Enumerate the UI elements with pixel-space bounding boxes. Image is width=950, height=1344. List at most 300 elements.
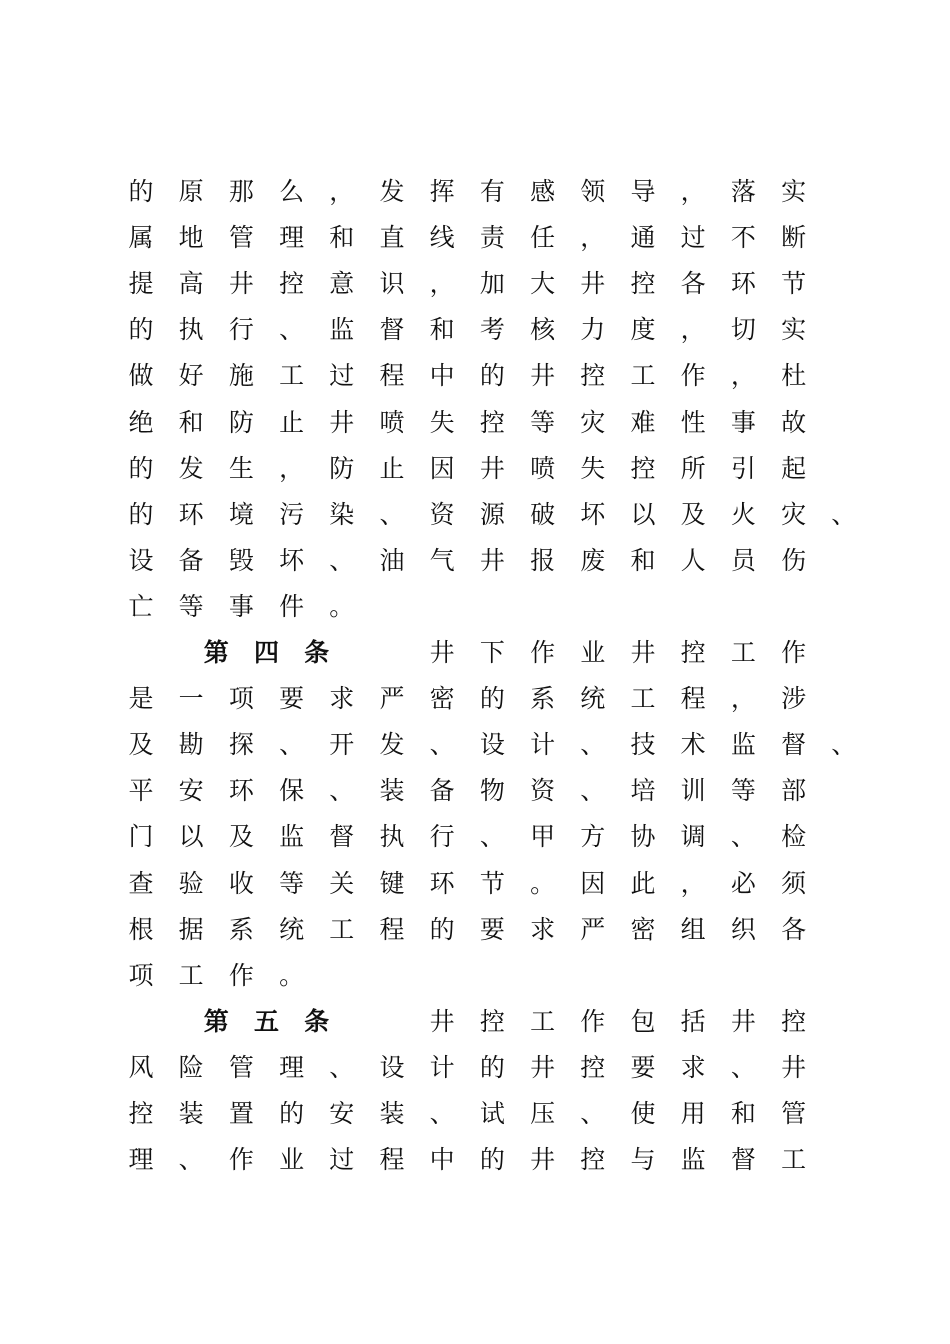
text-char: 各 xyxy=(781,914,807,944)
text-char: 、 xyxy=(329,776,355,806)
text-char: 和 xyxy=(730,1099,756,1128)
text-char: 气 xyxy=(429,545,455,575)
text-char: 统 xyxy=(580,684,606,714)
text-char: 工 xyxy=(730,638,756,667)
text-char: 压 xyxy=(530,1099,556,1128)
text-char: 试 xyxy=(479,1099,505,1128)
text-char: 的 xyxy=(279,1099,305,1128)
text-char: 控 xyxy=(479,407,505,437)
text-char: 督 xyxy=(730,1145,756,1175)
text-char: 业 xyxy=(279,1145,305,1175)
text-char: 作 xyxy=(580,1006,606,1036)
text-char: 井 xyxy=(630,638,656,667)
text-char: 井 xyxy=(530,1145,556,1175)
text-char: 管 xyxy=(228,1052,254,1082)
text-char: 工 xyxy=(781,1145,807,1175)
text-char: 织 xyxy=(730,914,756,944)
text-char: 开 xyxy=(329,730,355,760)
text-char: 境 xyxy=(228,499,254,529)
text-char: 严 xyxy=(580,914,606,944)
text-char: ， xyxy=(680,315,706,345)
text-char: 保 xyxy=(279,776,305,806)
text-char: 工 xyxy=(178,960,204,990)
text-char: 验 xyxy=(178,868,204,898)
text-char: ， xyxy=(429,269,455,299)
text-char: 是 xyxy=(128,684,154,714)
text-char: 故 xyxy=(781,407,807,437)
text-char: 报 xyxy=(530,545,556,575)
text-char: 程 xyxy=(379,914,405,944)
text-char: 控 xyxy=(279,269,305,299)
text-char: 因 xyxy=(580,868,606,898)
text-char: 灾 xyxy=(580,407,606,437)
text-char: 、 xyxy=(580,730,606,760)
text-char: 管 xyxy=(781,1099,807,1128)
text-char: 。 xyxy=(329,591,355,621)
text-char: 监 xyxy=(730,730,756,760)
text-char: 线 xyxy=(429,223,455,253)
text-char: 设 xyxy=(479,730,505,760)
text-char: 的 xyxy=(479,1052,505,1082)
text-line xyxy=(0,310,950,350)
text-char: 控 xyxy=(580,1052,606,1082)
text-char: 井 xyxy=(530,361,556,391)
text-char: 止 xyxy=(279,407,305,437)
text-char: 废 xyxy=(580,545,606,575)
text-char: 地 xyxy=(178,223,204,253)
text-char: 关 xyxy=(329,868,355,898)
text-char: 下 xyxy=(479,638,505,667)
text-char: ， xyxy=(329,177,355,206)
text-char: 求 xyxy=(680,1052,706,1082)
text-char: 必 xyxy=(730,868,756,898)
text-char: 毁 xyxy=(228,545,254,575)
article-number-char: 第 xyxy=(203,1006,229,1036)
text-char: 查 xyxy=(128,868,154,898)
text-char: 任 xyxy=(530,223,556,253)
text-char: 领 xyxy=(580,177,606,206)
text-char: 的 xyxy=(128,453,154,483)
text-char: 控 xyxy=(630,269,656,299)
text-char: 、 xyxy=(831,730,857,760)
article-number-char: 第 xyxy=(203,638,229,667)
text-char: 计 xyxy=(530,730,556,760)
text-char: 项 xyxy=(128,960,154,990)
text-char: 部 xyxy=(781,776,807,806)
text-char: 勘 xyxy=(178,730,204,760)
text-char: 平 xyxy=(128,776,154,806)
text-char: 过 xyxy=(329,1145,355,1175)
text-char: 性 xyxy=(680,407,706,437)
text-char: 要 xyxy=(279,684,305,714)
text-char: 火 xyxy=(730,499,756,529)
text-char: 甲 xyxy=(530,822,556,852)
text-char: 行 xyxy=(228,315,254,345)
text-char: 井 xyxy=(228,269,254,299)
text-char: 环 xyxy=(178,499,204,529)
text-line xyxy=(0,172,950,212)
text-char: 染 xyxy=(329,499,355,529)
text-char: 做 xyxy=(128,361,154,391)
text-char: 员 xyxy=(730,545,756,575)
text-char: 防 xyxy=(329,453,355,483)
text-line xyxy=(0,449,950,489)
text-char: 装 xyxy=(178,1099,204,1128)
text-char: 险 xyxy=(178,1052,204,1082)
text-char: 收 xyxy=(228,868,254,898)
text-char: 好 xyxy=(178,361,204,391)
text-char: 中 xyxy=(429,1145,455,1175)
text-char: 设 xyxy=(128,545,154,575)
text-char: 引 xyxy=(730,453,756,483)
text-char: 发 xyxy=(178,453,204,483)
text-char: 、 xyxy=(479,822,505,852)
text-char: 系 xyxy=(228,914,254,944)
text-char: 安 xyxy=(329,1099,355,1128)
text-char: 程 xyxy=(379,361,405,391)
text-char: 督 xyxy=(781,730,807,760)
text-char: 事 xyxy=(228,591,254,621)
text-char: 求 xyxy=(530,914,556,944)
text-char: 与 xyxy=(630,1145,656,1175)
text-char: 喷 xyxy=(379,407,405,437)
text-char: 要 xyxy=(630,1052,656,1082)
text-char: 节 xyxy=(479,868,505,898)
text-char: 的 xyxy=(479,1145,505,1175)
text-char: 理 xyxy=(279,223,305,253)
text-char: 落 xyxy=(730,177,756,206)
text-char: 油 xyxy=(379,545,405,575)
article-number-char: 条 xyxy=(304,1006,330,1036)
text-char: 直 xyxy=(379,223,405,253)
text-char: 控 xyxy=(680,638,706,667)
text-char: 、 xyxy=(178,1145,204,1175)
text-char: 、 xyxy=(429,1099,455,1128)
text-char: 井 xyxy=(781,1052,807,1082)
text-char: 执 xyxy=(178,315,204,345)
text-char: 因 xyxy=(429,453,455,483)
text-char: 密 xyxy=(429,684,455,714)
text-char: 控 xyxy=(128,1099,154,1128)
text-char: 核 xyxy=(530,315,556,345)
text-char: 坏 xyxy=(580,499,606,529)
text-char: 井 xyxy=(479,453,505,483)
text-char: 喷 xyxy=(530,453,556,483)
text-char: 源 xyxy=(479,499,505,529)
text-char: 污 xyxy=(279,499,305,529)
text-line xyxy=(0,864,950,904)
text-char: 、 xyxy=(329,545,355,575)
text-char: 、 xyxy=(730,1052,756,1082)
text-char: 断 xyxy=(781,223,807,253)
text-char: 以 xyxy=(178,822,204,852)
text-char: 节 xyxy=(781,269,807,299)
text-char: 井 xyxy=(329,407,355,437)
text-char: 备 xyxy=(178,545,204,575)
text-char: 挥 xyxy=(429,177,455,206)
text-char: 严 xyxy=(379,684,405,714)
text-char: 密 xyxy=(630,914,656,944)
article-heading-line xyxy=(0,633,950,673)
text-char: 不 xyxy=(730,223,756,253)
text-char: 的 xyxy=(128,315,154,345)
text-char: 加 xyxy=(479,269,505,299)
text-char: 过 xyxy=(329,361,355,391)
text-char: 理 xyxy=(279,1052,305,1082)
text-char: 环 xyxy=(429,868,455,898)
text-char: 井 xyxy=(730,1006,756,1036)
text-line xyxy=(0,817,950,857)
text-char: 训 xyxy=(680,776,706,806)
text-char: 此 xyxy=(630,868,656,898)
text-char: 大 xyxy=(530,269,556,299)
text-char: 使 xyxy=(630,1099,656,1128)
text-char: 识 xyxy=(379,269,405,299)
text-line xyxy=(0,495,950,535)
text-char: 、 xyxy=(329,1052,355,1082)
text-char: 督 xyxy=(379,315,405,345)
text-char: 监 xyxy=(329,315,355,345)
text-char: 亡 xyxy=(128,591,154,621)
text-char: 求 xyxy=(329,684,355,714)
text-char: 控 xyxy=(781,1006,807,1036)
text-char: 系 xyxy=(530,684,556,714)
text-char: 安 xyxy=(178,776,204,806)
text-char: 等 xyxy=(178,591,204,621)
text-char: 井 xyxy=(580,269,606,299)
text-char: 责 xyxy=(479,223,505,253)
text-line xyxy=(0,771,950,811)
text-char: 失 xyxy=(580,453,606,483)
text-char: 等 xyxy=(530,407,556,437)
text-char: 止 xyxy=(379,453,405,483)
text-char: 监 xyxy=(279,822,305,852)
text-char: 工 xyxy=(279,361,305,391)
text-char: 、 xyxy=(429,730,455,760)
text-char: 的 xyxy=(479,361,505,391)
text-char: 培 xyxy=(630,776,656,806)
text-char: 意 xyxy=(329,269,355,299)
text-char: 括 xyxy=(680,1006,706,1036)
text-char: 涉 xyxy=(781,684,807,714)
text-line xyxy=(0,356,950,396)
article-number-char: 条 xyxy=(304,638,330,667)
text-char: 失 xyxy=(429,407,455,437)
text-char: 事 xyxy=(730,407,756,437)
text-line xyxy=(0,679,950,719)
text-char: 属 xyxy=(128,223,154,253)
text-char: 行 xyxy=(429,822,455,852)
text-char: 绝 xyxy=(128,407,154,437)
text-char: 工 xyxy=(329,914,355,944)
text-char: 。 xyxy=(530,868,556,898)
text-char: 业 xyxy=(580,638,606,667)
article-heading-line xyxy=(0,1002,950,1042)
text-char: ， xyxy=(730,361,756,391)
text-char: 督 xyxy=(329,822,355,852)
text-line xyxy=(0,587,950,627)
text-char: 所 xyxy=(680,453,706,483)
text-char: 。 xyxy=(279,960,305,990)
text-line xyxy=(0,910,950,950)
text-char: 工 xyxy=(530,1006,556,1036)
text-char: 包 xyxy=(630,1006,656,1036)
text-char: ， xyxy=(279,453,305,483)
text-char: ， xyxy=(580,223,606,253)
text-char: 一 xyxy=(178,684,204,714)
article-number-char: 五 xyxy=(253,1006,279,1036)
text-char: 据 xyxy=(178,914,204,944)
text-line xyxy=(0,1140,950,1180)
text-char: 、 xyxy=(730,822,756,852)
text-char: 工 xyxy=(630,684,656,714)
text-char: 装 xyxy=(379,776,405,806)
text-char: 资 xyxy=(429,499,455,529)
text-char: 人 xyxy=(680,545,706,575)
text-char: 控 xyxy=(630,453,656,483)
text-char: ， xyxy=(680,868,706,898)
text-char: 资 xyxy=(530,776,556,806)
text-char: 作 xyxy=(228,960,254,990)
text-char: 理 xyxy=(128,1145,154,1175)
text-char: 作 xyxy=(781,638,807,667)
text-char: 项 xyxy=(228,684,254,714)
text-char: 起 xyxy=(781,453,807,483)
text-char: 计 xyxy=(429,1052,455,1082)
text-char: 根 xyxy=(128,914,154,944)
text-char: ， xyxy=(680,177,706,206)
text-char: 防 xyxy=(228,407,254,437)
text-char: 提 xyxy=(128,269,154,299)
text-char: 调 xyxy=(680,822,706,852)
text-line xyxy=(0,541,950,581)
text-char: 的 xyxy=(128,177,154,206)
text-char: 监 xyxy=(680,1145,706,1175)
text-char: 工 xyxy=(630,361,656,391)
text-char: 和 xyxy=(329,223,355,253)
text-char: 度 xyxy=(630,315,656,345)
text-char: 技 xyxy=(630,730,656,760)
text-char: 原 xyxy=(178,177,204,206)
text-char: 及 xyxy=(680,499,706,529)
text-char: 伤 xyxy=(781,545,807,575)
text-char: 和 xyxy=(630,545,656,575)
text-char: 井 xyxy=(530,1052,556,1082)
text-char: 、 xyxy=(580,1099,606,1128)
text-char: 有 xyxy=(479,177,505,206)
article-number-char: 四 xyxy=(253,638,279,667)
text-char: 等 xyxy=(730,776,756,806)
text-char: 物 xyxy=(479,776,505,806)
text-char: 实 xyxy=(781,315,807,345)
text-char: 作 xyxy=(680,361,706,391)
text-char: 作 xyxy=(228,1145,254,1175)
text-line xyxy=(0,1048,950,1088)
text-char: 的 xyxy=(429,914,455,944)
text-char: 灾 xyxy=(781,499,807,529)
text-char: 井 xyxy=(479,545,505,575)
text-char: 探 xyxy=(228,730,254,760)
text-char: 难 xyxy=(630,407,656,437)
text-char: 生 xyxy=(228,453,254,483)
text-char: 环 xyxy=(228,776,254,806)
text-char: 执 xyxy=(379,822,405,852)
text-char: 井 xyxy=(429,1006,455,1036)
text-char: 程 xyxy=(680,684,706,714)
text-char: 考 xyxy=(479,315,505,345)
text-char: 置 xyxy=(228,1099,254,1128)
text-char: 施 xyxy=(228,361,254,391)
text-char: 和 xyxy=(178,407,204,437)
text-char: 风 xyxy=(128,1052,154,1082)
text-char: 术 xyxy=(680,730,706,760)
text-char: 的 xyxy=(479,684,505,714)
text-line xyxy=(0,956,950,996)
text-char: 程 xyxy=(379,1145,405,1175)
text-char: 通 xyxy=(630,223,656,253)
text-char: 各 xyxy=(680,269,706,299)
text-char: 及 xyxy=(128,730,154,760)
text-char: 感 xyxy=(530,177,556,206)
text-line xyxy=(0,218,950,258)
text-char: 过 xyxy=(680,223,706,253)
text-char: 设 xyxy=(379,1052,405,1082)
text-char: 那 xyxy=(228,177,254,206)
text-char: 和 xyxy=(429,315,455,345)
text-char: 导 xyxy=(630,177,656,206)
text-char: 环 xyxy=(730,269,756,299)
text-char: 、 xyxy=(580,776,606,806)
text-char: 要 xyxy=(479,914,505,944)
text-char: 、 xyxy=(279,730,305,760)
text-char: 、 xyxy=(831,499,857,529)
text-char: 发 xyxy=(379,177,405,206)
text-char: 等 xyxy=(279,868,305,898)
text-char: 、 xyxy=(379,499,405,529)
text-char: 井 xyxy=(429,638,455,667)
text-char: 备 xyxy=(429,776,455,806)
text-char: 的 xyxy=(128,499,154,529)
text-char: 件 xyxy=(279,591,305,621)
text-char: 装 xyxy=(379,1099,405,1128)
text-char: 发 xyxy=(379,730,405,760)
text-char: 破 xyxy=(530,499,556,529)
text-line xyxy=(0,725,950,765)
text-char: 须 xyxy=(781,868,807,898)
text-char: ， xyxy=(730,684,756,714)
text-char: 控 xyxy=(580,1145,606,1175)
text-char: 方 xyxy=(580,822,606,852)
text-char: 及 xyxy=(228,822,254,852)
text-char: 么 xyxy=(279,177,305,206)
text-char: 键 xyxy=(379,868,405,898)
text-char: 控 xyxy=(580,361,606,391)
text-line xyxy=(0,264,950,304)
text-char: 高 xyxy=(178,269,204,299)
text-char: 力 xyxy=(580,315,606,345)
text-char: 坏 xyxy=(279,545,305,575)
text-char: 组 xyxy=(680,914,706,944)
text-line xyxy=(0,403,950,443)
text-char: 管 xyxy=(228,223,254,253)
text-char: 中 xyxy=(429,361,455,391)
text-char: 门 xyxy=(128,822,154,852)
text-char: 检 xyxy=(781,822,807,852)
text-char: 控 xyxy=(479,1006,505,1036)
text-char: 杜 xyxy=(781,361,807,391)
text-char: 作 xyxy=(530,638,556,667)
text-char: 协 xyxy=(630,822,656,852)
